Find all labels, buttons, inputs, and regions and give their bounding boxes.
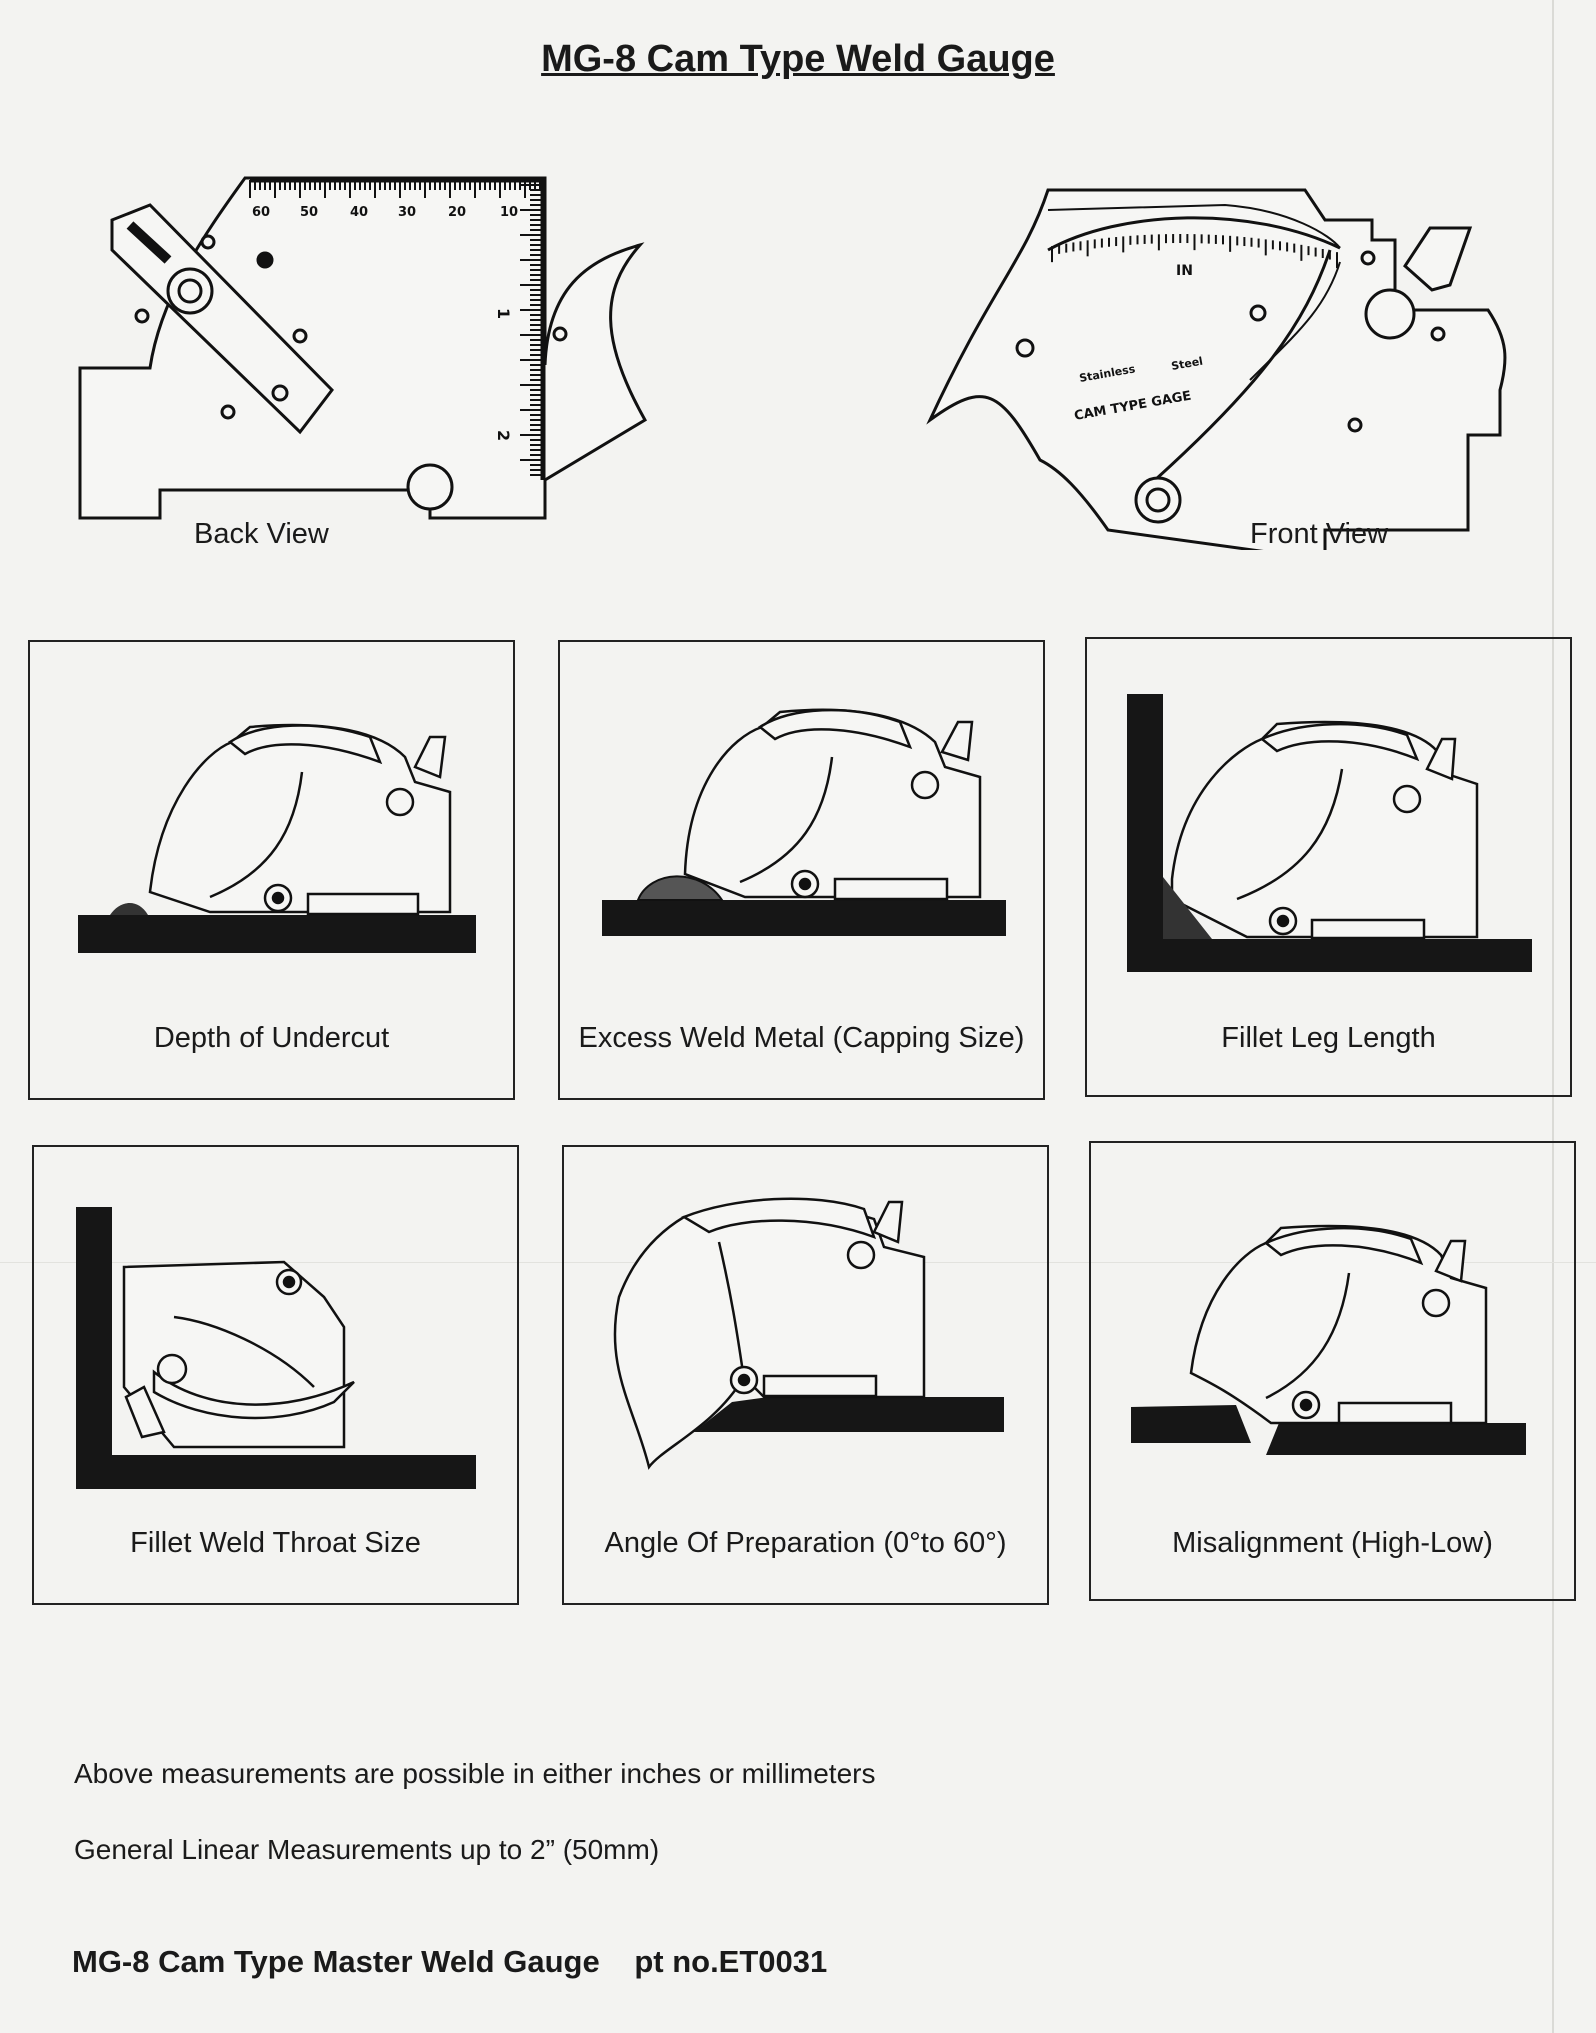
top-views-illustration <box>0 150 1596 550</box>
panel-label: Depth of Undercut <box>153 1022 390 1054</box>
back-view-label: Back View <box>194 518 329 550</box>
page-title: MG-8 Cam Type Weld Gauge <box>541 38 1055 80</box>
front-view-gauge <box>930 190 1505 550</box>
base-plate <box>78 915 476 953</box>
back-scale-label: 40 <box>350 205 369 220</box>
footer <box>72 1944 853 1980</box>
product-name: MG-8 Cam Type Master Weld Gauge <box>72 1944 600 1979</box>
panel-label: Misalignment (High-Low) <box>1172 1527 1493 1559</box>
front-brand-text: Steel <box>1170 354 1204 373</box>
back-view-gauge <box>80 178 645 518</box>
bevelled-plate <box>694 1397 1004 1432</box>
front-dial-unit: IN <box>1176 263 1193 279</box>
panel-fillet-leg-length <box>1085 637 1572 1097</box>
back-side-label: 1 <box>494 308 513 320</box>
weld-gauge <box>124 1262 354 1447</box>
base-plate <box>602 900 1006 936</box>
measurement-note-range: General Linear Measurements up to 2” (50mm) <box>74 1834 660 1865</box>
panel-label: Angle Of Preparation (0°to 60°) <box>604 1527 1007 1559</box>
back-scale-label: 10 <box>500 205 519 220</box>
measurement-note-units: Above measurements are possible in either inches or millimeters <box>74 1758 876 1789</box>
part-number: pt no.ET0031 <box>634 1944 828 1979</box>
front-brand-text: Stainless <box>1078 362 1137 385</box>
weld-gauge <box>150 725 450 914</box>
back-scale-label: 20 <box>448 205 467 220</box>
front-brand-text: CAM TYPE GAGE <box>1073 388 1193 424</box>
back-scale-label: 30 <box>398 205 417 220</box>
panel-depth-of-undercut <box>28 640 515 1100</box>
panel-fillet-weld-throat-size <box>32 1145 519 1605</box>
panel-label: Excess Weld Metal (Capping Size) <box>578 1022 1025 1054</box>
panel-misalignment <box>1089 1141 1576 1601</box>
weld-gauge <box>1191 1226 1486 1423</box>
weld-gauge <box>1172 722 1477 938</box>
panel-label: Fillet Weld Throat Size <box>130 1527 421 1559</box>
back-scale-label: 50 <box>300 205 319 220</box>
undercut-weld-bead <box>110 903 148 915</box>
back-scale-label: 60 <box>252 205 271 220</box>
front-view-label: Front View <box>1250 518 1389 550</box>
panel-label: Fillet Leg Length <box>1221 1022 1436 1054</box>
panel-angle-of-preparation <box>562 1145 1049 1605</box>
back-side-label: 2 <box>494 430 513 442</box>
weld-gauge <box>685 710 980 899</box>
panel-excess-weld-metal <box>558 640 1045 1100</box>
